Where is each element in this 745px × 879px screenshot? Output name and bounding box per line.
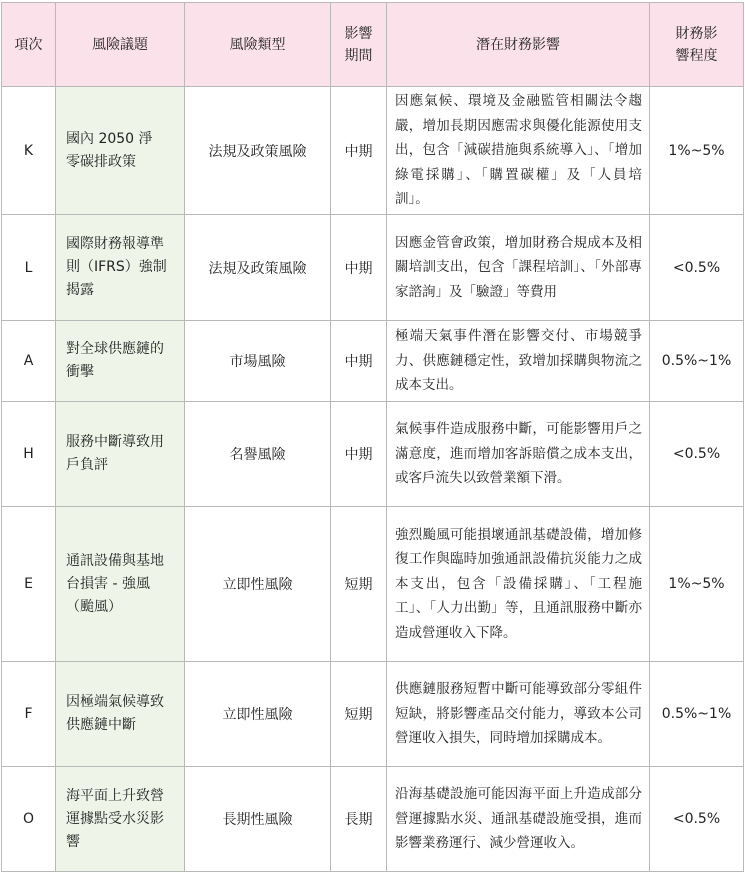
risk-table	[1, 2, 744, 872]
row-topic: 服務中斷導致用戶負評	[56, 402, 185, 507]
row-topic: 因極端氣候導致供應鏈中斷	[56, 662, 185, 767]
row-type: 立即性風險	[185, 507, 331, 662]
header-period: 影響期間	[331, 3, 387, 87]
row-type: 法規及政策風險	[185, 87, 331, 215]
row-level: 0.5%~1%	[650, 321, 744, 402]
row-period: 短期	[331, 507, 387, 662]
row-impact: 沿海基礎設施可能因海平面上升造成部分營運據點水災、通訊基礎設施受損，進而影響業務運行、減少營運收入。	[387, 767, 650, 872]
row-level: 1%~5%	[650, 507, 744, 662]
table-row	[2, 321, 744, 402]
row-id: O	[2, 767, 56, 872]
header-level: 財務影響程度	[650, 3, 744, 87]
row-period: 中期	[331, 402, 387, 507]
row-period: 短期	[331, 662, 387, 767]
header-topic: 風險議題	[56, 3, 185, 87]
row-id: H	[2, 402, 56, 507]
row-impact: 極端天氣事件潛在影響交付、市場競爭力、供應鏈穩定性，致增加採購與物流之成本支出。	[387, 321, 650, 402]
table-row	[2, 662, 744, 767]
row-impact: 因應氣候、環境及金融監管相關法令趨嚴，增加長期因應需求與優化能源使用支出，包含「減碳措施與系統導入」、「增加綠電採購」、「購置碳權」及「人員培訓」。	[387, 87, 650, 215]
row-id: K	[2, 87, 56, 215]
header-row	[2, 3, 744, 87]
table-row	[2, 402, 744, 507]
row-id: L	[2, 215, 56, 321]
row-impact: 強烈颱風可能損壞通訊基礎設備，增加修復工作與臨時加強通訊設備抗災能力之成本支出，包含「設備採購」、「工程施工」、「人力出勤」等，且通訊服務中斷亦造成營運收入下降。	[387, 507, 650, 662]
row-type: 法規及政策風險	[185, 215, 331, 321]
row-level: <0.5%	[650, 402, 744, 507]
row-period: 中期	[331, 87, 387, 215]
table-row	[2, 767, 744, 872]
header-id: 項次	[2, 3, 56, 87]
row-impact: 因應金管會政策，增加財務合規成本及相關培訓支出，包含「課程培訓」、「外部專家諮詢」及「驗證」等費用	[387, 215, 650, 321]
row-topic: 對全球供應鏈的衝擊	[56, 321, 185, 402]
header-impact: 潛在財務影響	[387, 3, 650, 87]
row-type: 長期性風險	[185, 767, 331, 872]
row-id: E	[2, 507, 56, 662]
row-impact: 氣候事件造成服務中斷，可能影響用戶之滿意度，進而增加客訴賠償之成本支出，或客戶流失以致營業額下滑。	[387, 402, 650, 507]
row-id: F	[2, 662, 56, 767]
row-level: <0.5%	[650, 767, 744, 872]
header-type: 風險類型	[185, 3, 331, 87]
table-row	[2, 507, 744, 662]
row-topic: 海平面上升致營運據點受水災影響	[56, 767, 185, 872]
table-row	[2, 215, 744, 321]
row-level: 0.5%~1%	[650, 662, 744, 767]
row-topic: 國內 2050 淨零碳排政策	[56, 87, 185, 215]
row-level: <0.5%	[650, 215, 744, 321]
row-type: 名譽風險	[185, 402, 331, 507]
row-period: 長期	[331, 767, 387, 872]
row-type: 立即性風險	[185, 662, 331, 767]
row-topic: 通訊設備與基地台損害 - 強風（颱風）	[56, 507, 185, 662]
row-level: 1%~5%	[650, 87, 744, 215]
row-period: 中期	[331, 215, 387, 321]
row-impact: 供應鏈服務短暫中斷可能導致部分零組件短缺，將影響產品交付能力，導致本公司營運收入損失，同時增加採購成本。	[387, 662, 650, 767]
row-period: 中期	[331, 321, 387, 402]
row-id: A	[2, 321, 56, 402]
row-topic: 國際財務報導準則（IFRS）強制揭露	[56, 215, 185, 321]
table-row	[2, 87, 744, 215]
row-type: 市場風險	[185, 321, 331, 402]
